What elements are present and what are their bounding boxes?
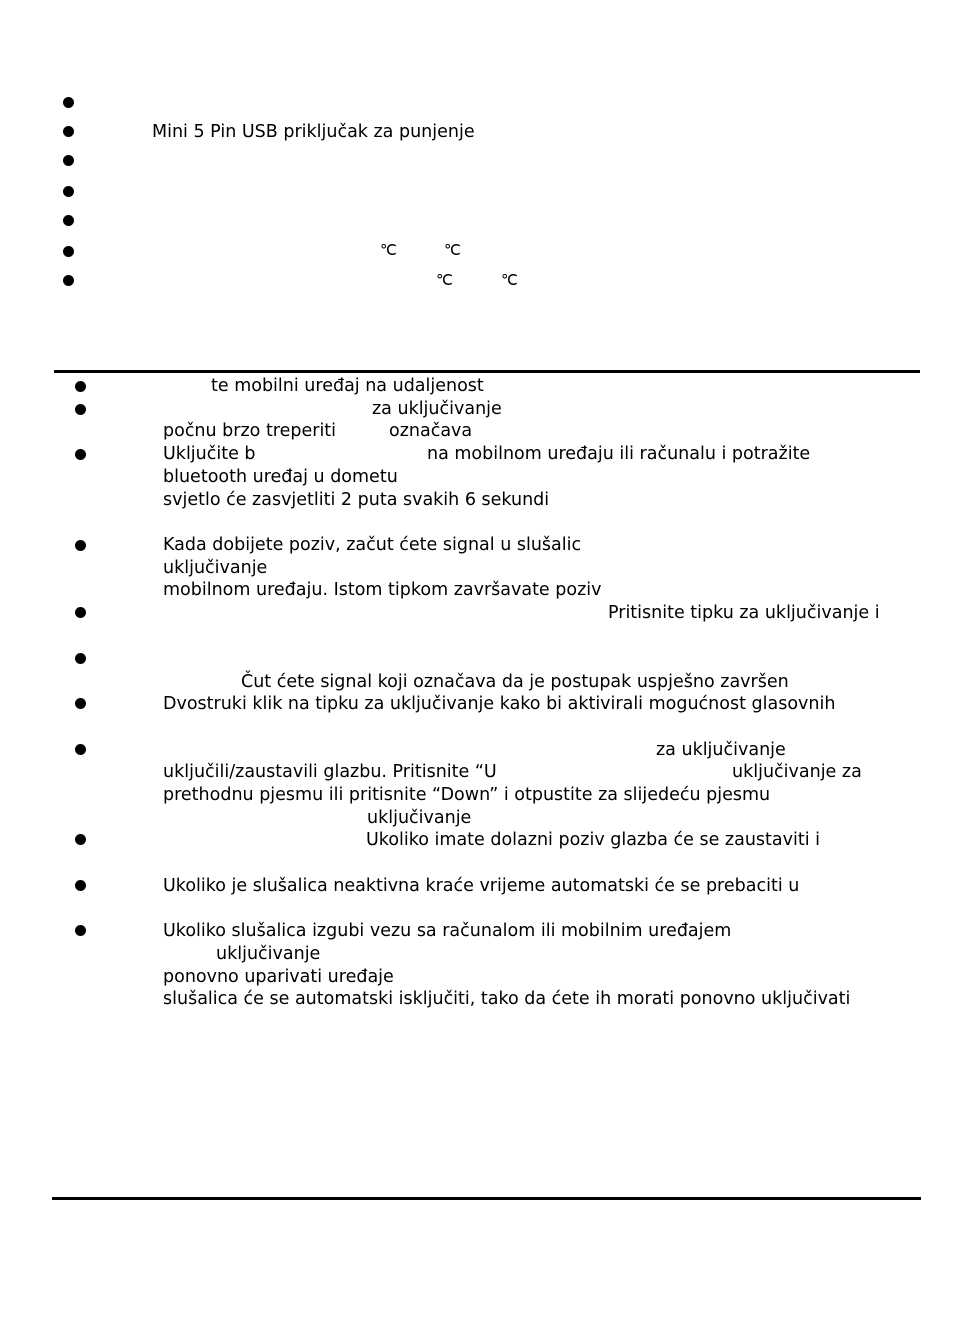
instruction-text: počnu brzo treperiti [163,421,337,441]
instruction-text: za uključivanje [372,399,502,419]
instruction-text: ponovno uparivati uređaje [163,967,394,987]
bullet-icon [75,698,86,709]
bullet-icon [75,880,86,891]
bullet-icon [75,834,86,845]
instruction-text: svjetlo će zasvjetliti 2 puta svakih 6 sekundi [163,490,550,510]
instruction-text: uključili/zaustavili glazbu. Pritisnite “U [163,762,497,782]
bullet-icon [63,246,74,257]
instruction-text: označava [389,421,473,441]
instruction-text: Kada dobijete poziv, začut ćete signal u slušalic [163,535,582,555]
temperature-unit: ℃ [501,272,518,289]
bullet-icon [63,275,74,286]
footer-divider [52,1197,921,1200]
bullet-icon [75,925,86,936]
bullet-icon [75,540,86,551]
instruction-text: te mobilni uređaj na udaljenost [211,376,484,396]
section-divider [54,370,920,373]
bullet-icon [75,404,86,415]
instruction-text: Ukoliko imate dolazni poziv glazba će se zaustaviti i [366,830,820,850]
instruction-text: Pritisnite tipku za uključivanje i [608,603,880,623]
bullet-icon [63,155,74,166]
instruction-text: bluetooth uređaj u dometu [163,467,398,487]
instruction-text: Uključite b [163,444,256,464]
instruction-text: Dvostruki klik na tipku za uključivanje kako bi aktivirali mogućnost glasovnih [163,694,836,714]
instruction-text: uključivanje [367,808,472,828]
bullet-icon [63,215,74,226]
instruction-text: mobilnom uređaju. Istom tipkom završavate poziv [163,580,602,600]
instruction-text: za uključivanje [656,740,786,760]
instruction-text: uključivanje [216,944,321,964]
instruction-text: slušalica će se automatski isključiti, tako da ćete ih morati ponovno uključivati [163,989,851,1009]
bullet-icon [75,744,86,755]
instruction-text: Čut ćete signal koji označava da je postupak uspješno završen [241,672,789,692]
instruction-text: Ukoliko slušalica izgubi vezu sa računalom ili mobilnim uređajem [163,921,732,941]
bullet-icon [75,653,86,664]
bullet-icon [63,97,74,108]
instruction-text: Ukoliko je slušalica neaktivna kraće vrijeme automatski će se prebaciti u [163,876,800,896]
spec-usb-port: Mini 5 Pin USB priključak za punjenje [152,122,475,142]
bullet-icon [63,126,74,137]
bullet-icon [75,607,86,618]
bullet-icon [63,186,74,197]
instruction-text: na mobilnom uređaju ili računalu i potražite [427,444,811,464]
instruction-text: uključivanje za [732,762,862,782]
instruction-text: prethodnu pjesmu ili pritisnite “Down” i otpustite za slijedeću pjesmu [163,785,771,805]
instruction-text: uključivanje [163,558,268,578]
bullet-icon [75,381,86,392]
temperature-unit: ℃ [444,242,461,259]
temperature-unit: ℃ [436,272,453,289]
bullet-icon [75,449,86,460]
temperature-unit: ℃ [380,242,397,259]
